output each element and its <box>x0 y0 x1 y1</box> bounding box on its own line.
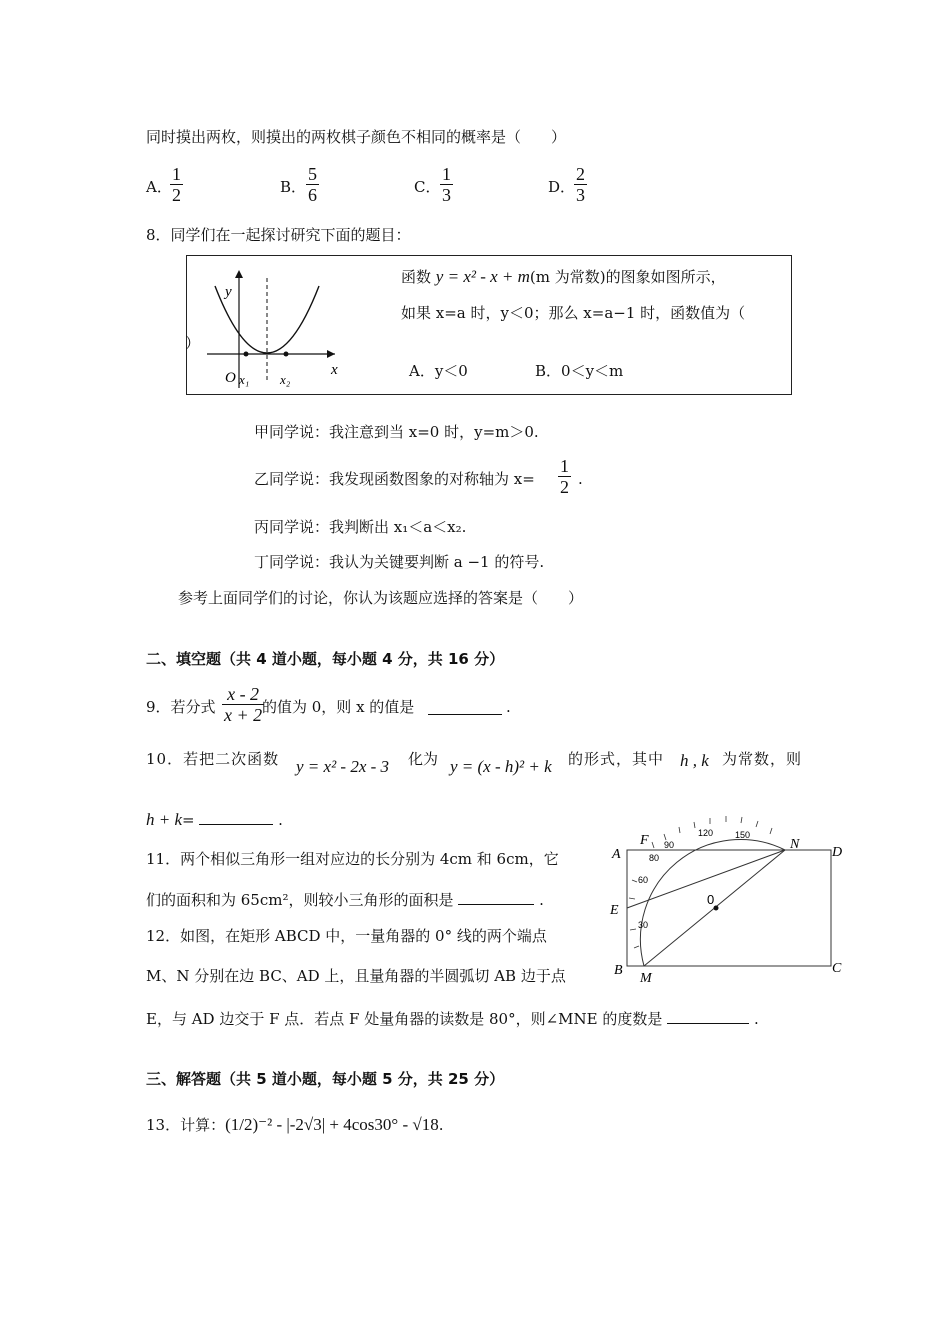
q11-answer-blank <box>458 888 534 905</box>
q13-expression: (1/2)⁻² - |-2√3| + 4cos30° - √18 <box>225 1115 439 1134</box>
graph-y-label: y <box>225 284 232 300</box>
fig-tick-80: 80 <box>649 853 660 863</box>
fig-label-e: E <box>610 903 619 918</box>
q8-option-a: A．y＜0 <box>409 362 468 380</box>
q8-box-line1: 函数 y = x² - x + m(m 为常数)的图象如图所示， <box>401 267 726 286</box>
q10-func2: y = (x - h)² + k <box>450 757 552 776</box>
q7-option-b-label: B． <box>280 178 307 196</box>
q8-ding: 丁同学说：我认为关键要判断 a −1 的符号. <box>254 553 545 571</box>
q8-yi-frac: $\frac{1}{2}$ <box>560 456 569 497</box>
section2-title: 二、填空题（共 4 道小题，每小题 4 分，共 16 分） <box>146 650 505 668</box>
q10-func1: y = x² - 2x - 3 <box>296 757 390 776</box>
fig-label-d: D <box>832 845 843 860</box>
q8-box-line2: 如果 x=a 时，y＜0；那么 x=a−1 时，函数值为（ <box>401 304 746 322</box>
q7-stem: 同时摸出两枚，则摸出的两枚棋子颜色不相同的概率是（ ） <box>146 128 567 146</box>
fig-tick-90: 90 <box>664 840 675 850</box>
q9-frac: $\frac{x - 2}{x + 2}$ <box>224 684 263 725</box>
q7-option-a-frac: $\frac{1}{2}$ <box>172 164 181 205</box>
q11-line2: 们的面积和为 65cm²，则较小三角形的面积是 . <box>146 888 544 911</box>
q7-option-d-label: D． <box>548 178 576 196</box>
fig-label-o: 0 <box>707 892 715 907</box>
q7-option-b-frac: $\frac{5}{6}$ <box>308 164 317 205</box>
fig-tick-120: 120 <box>698 828 714 838</box>
parabola-graph <box>197 256 347 394</box>
q8-paren-close: ） <box>185 334 201 352</box>
fig-tick-60: 60 <box>638 875 649 885</box>
q13: 13．计算：(1/2)⁻² - |-2√3| + 4cos30° - √18. <box>146 1115 444 1134</box>
q10-hk: h , k <box>680 751 709 770</box>
q8-stem: 8．同学们在一起探讨研究下面的题目： <box>146 226 411 244</box>
q8-ref: 参考上面同学们的讨论，你认为该题应选择的答案是（ ） <box>178 589 584 607</box>
fig-label-n: N <box>790 837 800 852</box>
q12-line1: 12．如图，在矩形 ABCD 中，一量角器的 0° 线的两个端点 <box>146 927 547 945</box>
q12-answer-blank <box>667 1007 749 1024</box>
fig-label-b: B <box>614 963 623 978</box>
q8-jia: 甲同学说：我注意到当 x=0 时，y=m＞0. <box>254 423 539 441</box>
fig-label-m: M <box>640 971 652 982</box>
protractor-figure <box>604 812 854 982</box>
exam-page: 同时摸出两枚，则摸出的两枚棋子颜色不相同的概率是（ ） A． $\frac{1}{2}$ B． $\frac{5}{6}$ C． $\frac{1}{3}$ D． $\frac{2}{3}$ 8．同学们在一起探讨研究下面的题目： y x O x₁ x₂ ） 函数 y = x² - x + m(m 为常数)的图象如图所示， 如果 x=a 时，y＜0；那么 x=a−1 时，函数值为（ A．y＜0 B．0＜y＜m 甲同学说：我注意到当 x=0 时，y=m＞0. 乙同学说：我发现函数图象的对称轴为 x= $\frac{1}{2}$ . 丙同学说：我判断出 x₁＜a＜x₂. 丁同学说：我认为关键要判断 a −1 的符号. 参考上面同学们的讨论，你认为该题应选择的答案是（ ） 二、填空题（共 4 道小题，每小题 4 分，共 16 分） 9．若分式 $\frac{x - 2}{x + 2}$ 的值为 0，则 x 的值是 . 10．若把二次函数 y = x² - 2x - 3 化为 y = (x - h)² + k 的形式，其中 h , k 为常数，则 h + k= . 11．两个相似三角形一组对应边的长分别为 4cm 和 6cm，它 们的面积和为 65cm²，则较小三角形的面积是 . 12．如图，在矩形 ABCD 中，一量角器的 0° 线的两个端点 M、N 分别在边 BC、AD 上，且量角器的半圆弧切 AB 边于点 E，与 AD 边交于 F 点．若点 F 处量角器的读数是 80°，则∠MNE 的度数是 . A B C D E F M N 0 30 60 80 90 120 150 三、解答题（共 5 道小题，每小题 5 分，共 25 分） 13．计算：(1/2)⁻² - |-2√3| + 4cos30° - √18. <box>0 0 950 1344</box>
fig-tick-30: 30 <box>638 920 649 930</box>
q7-option-a-label: A． <box>146 178 172 196</box>
graph-origin-label: O <box>225 370 236 386</box>
q10-answer-blank <box>199 808 273 825</box>
graph-x-label: x <box>331 362 338 378</box>
q7-option-d-frac: $\frac{2}{3}$ <box>576 164 585 205</box>
q7-option-c-frac: $\frac{1}{3}$ <box>442 164 451 205</box>
graph-x2-label: x₂ <box>280 372 291 387</box>
section3-title: 三、解答题（共 5 道小题，每小题 5 分，共 25 分） <box>146 1070 505 1088</box>
fig-label-a: A <box>612 847 621 862</box>
q8-option-b: B．0＜y＜m <box>535 362 624 380</box>
fig-label-f: F <box>640 833 649 848</box>
q11-line1: 11．两个相似三角形一组对应边的长分别为 4cm 和 6cm，它 <box>146 850 559 868</box>
q12-line2: M、N 分别在边 BC、AD 上，且量角器的半圆弧切 AB 边于点 <box>146 967 566 985</box>
q9-answer-blank <box>428 696 502 715</box>
q7-option-c-label: C． <box>414 178 441 196</box>
fig-label-c: C <box>832 961 842 976</box>
graph-x1-label: x₁ <box>239 372 250 387</box>
q8-problem-box <box>186 255 792 395</box>
q8-bing: 丙同学说：我判断出 x₁＜a＜x₂. <box>254 518 467 536</box>
q12-line3: E，与 AD 边交于 F 点．若点 F 处量角器的读数是 80°，则∠MNE 的度数是 . <box>146 1007 759 1030</box>
q10-line2: h + k= . <box>146 810 283 829</box>
fig-tick-150: 150 <box>735 830 751 840</box>
